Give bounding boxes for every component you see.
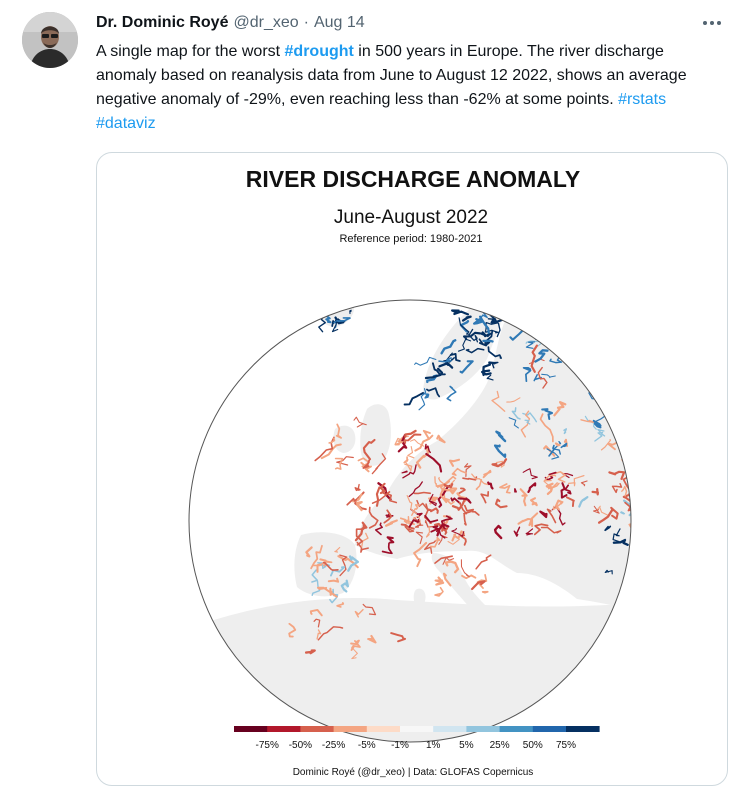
- river-segment: [525, 311, 530, 318]
- hashtag-rstats[interactable]: #rstats: [618, 91, 667, 108]
- tweet-text: [96, 40, 721, 136]
- avatar-photo: [22, 12, 78, 68]
- legend-label: 1%: [425, 740, 441, 751]
- river-segment: [634, 539, 639, 554]
- river-segment: [339, 300, 348, 305]
- river-segment: [643, 558, 653, 580]
- more-button[interactable]: [697, 10, 727, 36]
- river-segment: [652, 466, 668, 480]
- legend-swatch: [533, 726, 567, 732]
- river-segment: [647, 405, 657, 422]
- author-handle[interactable]: @dr_xeo: [233, 14, 299, 31]
- river-segment: [645, 508, 653, 524]
- legend-label: 25%: [489, 740, 510, 751]
- river-segment: [544, 323, 550, 328]
- legend-label: 5%: [459, 740, 474, 751]
- author-name[interactable]: Dr. Dominic Royé: [96, 14, 229, 31]
- river-segment: [624, 428, 631, 435]
- tweet-header: [96, 12, 365, 34]
- river-segment: [653, 571, 662, 579]
- river-segment: [643, 403, 651, 405]
- river-segment: [599, 362, 605, 378]
- river-segment: [650, 537, 661, 545]
- timestamp[interactable]: Aug 14: [313, 14, 365, 31]
- tweet-text-middle: in 500 years in Europe. The river discharge anomaly based on reanalysis data from June to August 12 2022, shows an average negative anomaly of -29%, even reaching less than -62% at some points.: [96, 43, 687, 108]
- river-segment: [655, 519, 666, 524]
- legend-swatch: [566, 726, 600, 732]
- river-segment: [654, 455, 663, 461]
- river-segment: [536, 332, 541, 339]
- river-segment: [639, 564, 648, 576]
- river-segment: [632, 486, 647, 494]
- legend-swatch: [234, 726, 268, 732]
- river-segment: [634, 382, 640, 405]
- hashtag-dataviz[interactable]: #dataviz: [96, 115, 156, 132]
- river-segment: [319, 302, 332, 304]
- river-segment: [664, 519, 671, 526]
- legend-label: 75%: [555, 740, 577, 751]
- legend-swatch: [466, 726, 500, 732]
- land-africa: [177, 598, 657, 786]
- river-segment: [338, 301, 346, 305]
- legend-swatch: [433, 726, 467, 732]
- river-segment: [541, 303, 550, 312]
- river-segment: [560, 347, 568, 355]
- river-segment: [648, 564, 665, 576]
- river-segment: [605, 375, 625, 380]
- map-credit: Dominic Royé (@dr_xeo) | Data: GLOFAS Copernicus: [292, 767, 534, 778]
- legend-swatch: [300, 726, 334, 732]
- river-segment: [623, 393, 634, 405]
- river-segment: [614, 419, 619, 432]
- tweet-image[interactable]: [96, 152, 728, 786]
- map-reference-period: Reference period: 1980-2021: [339, 233, 483, 245]
- separator-dot: ·: [303, 14, 309, 31]
- river-segment: [610, 366, 626, 388]
- river-segment: [577, 356, 587, 371]
- legend-swatch: [367, 726, 401, 732]
- river-segment: [483, 341, 492, 342]
- legend-label: -5%: [357, 740, 376, 751]
- river-segment: [638, 511, 646, 521]
- river-segment: [515, 489, 516, 492]
- map-title: RIVER DISCHARGE ANOMALY: [245, 166, 581, 192]
- river-segment: [638, 405, 641, 415]
- river-segment: [415, 493, 431, 494]
- map-subtitle: June-August 2022: [333, 207, 489, 228]
- river-segment: [632, 393, 639, 411]
- legend-swatch: [334, 726, 368, 732]
- tweet-text-start: A single map for the worst: [96, 43, 285, 60]
- river-segment: [483, 592, 488, 593]
- legend-swatch: [500, 726, 534, 732]
- river-segment: [611, 417, 621, 425]
- river-segment: [590, 351, 600, 362]
- river-segment: [478, 295, 491, 307]
- river-segment: [597, 386, 612, 396]
- legend-label: 50%: [522, 740, 543, 751]
- legend-label: -50%: [288, 740, 313, 751]
- legend-swatch: [400, 726, 434, 732]
- river-segment: [524, 315, 536, 321]
- legend-label: -75%: [255, 740, 279, 751]
- legend-label: -1%: [391, 740, 409, 751]
- more-horizontal-icon: [702, 20, 722, 26]
- river-segment: [647, 546, 652, 557]
- legend-swatch: [267, 726, 301, 732]
- river-segment: [329, 304, 339, 312]
- hashtag-drought[interactable]: #drought: [284, 43, 354, 60]
- river-segment: [535, 311, 538, 317]
- river-segment: [639, 537, 651, 554]
- avatar[interactable]: [22, 12, 78, 68]
- river-segment: [632, 568, 645, 572]
- river-discharge-map: [97, 153, 728, 786]
- legend-label: -25%: [321, 740, 346, 751]
- globe: [177, 279, 697, 786]
- river-segment: [622, 456, 635, 466]
